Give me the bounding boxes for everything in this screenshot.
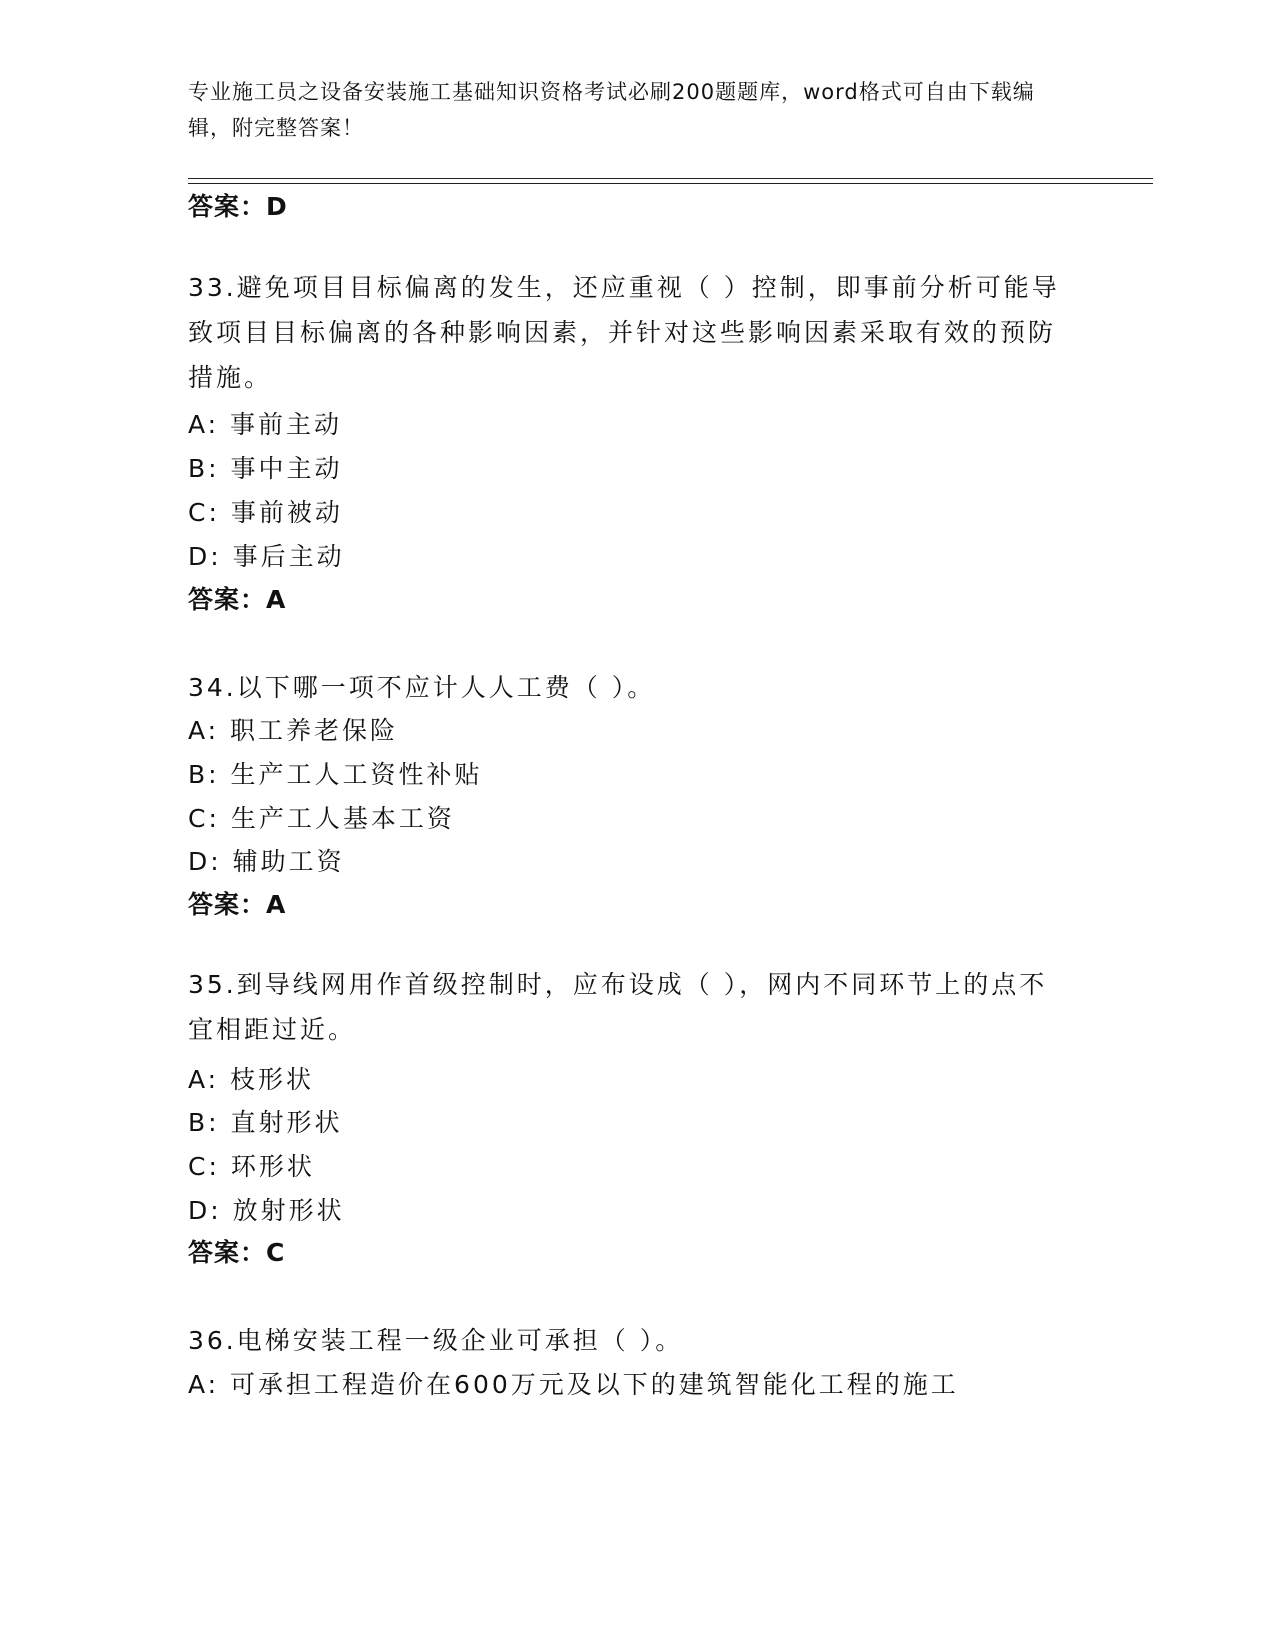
answer-32: 答案：D	[188, 192, 288, 221]
question-33-option-c: C: 事前被动	[188, 498, 343, 527]
question-35-text: 35.到导线网用作首级控制时，应布设成（ ），网内不同环节上的点不宜相距过近。	[188, 970, 1048, 1044]
question-35-option-a: A: 枝形状	[188, 1065, 315, 1094]
question-33-option-d: D: 事后主动	[188, 542, 345, 571]
question-35-option-d: D: 放射形状	[188, 1196, 345, 1225]
question-34-option-a: A: 职工养老保险	[188, 716, 399, 745]
answer-33: 答案：A	[188, 585, 287, 614]
question-36-option-a: A: 可承担工程造价在600万元及以下的建筑智能化工程的施工	[188, 1370, 959, 1399]
answer-35: 答案：C	[188, 1238, 286, 1267]
question-34-option-b: B: 生产工人工资性补贴	[188, 760, 483, 789]
question-33-text: 33.避免项目目标偏离的发生，还应重视（ ）控制，即事前分析可能导致项目目标偏离的各种影响因素，并针对这些影响因素采取有效的预防措施。	[188, 273, 1060, 392]
question-34-option-c: C: 生产工人基本工资	[188, 804, 455, 833]
header-rule-top	[188, 178, 1153, 179]
question-35-option-b: B: 直射形状	[188, 1108, 343, 1137]
header-rule-bottom	[188, 183, 1153, 184]
question-35-option-c: C: 环形状	[188, 1152, 315, 1181]
question-33-option-b: B: 事中主动	[188, 454, 343, 483]
answer-34: 答案：A	[188, 890, 287, 919]
document-header: 专业施工员之设备安装施工基础知识资格考试必刷200题题库，word格式可自由下载编辑，附完整答案！	[188, 80, 1035, 140]
question-33-option-a: A: 事前主动	[188, 410, 343, 439]
question-36-text: 36.电梯安装工程一级企业可承担（ ）。	[188, 1326, 684, 1355]
question-34-option-d: D: 辅助工资	[188, 847, 345, 876]
question-34-text: 34.以下哪一项不应计人人工费（ ）。	[188, 673, 656, 702]
